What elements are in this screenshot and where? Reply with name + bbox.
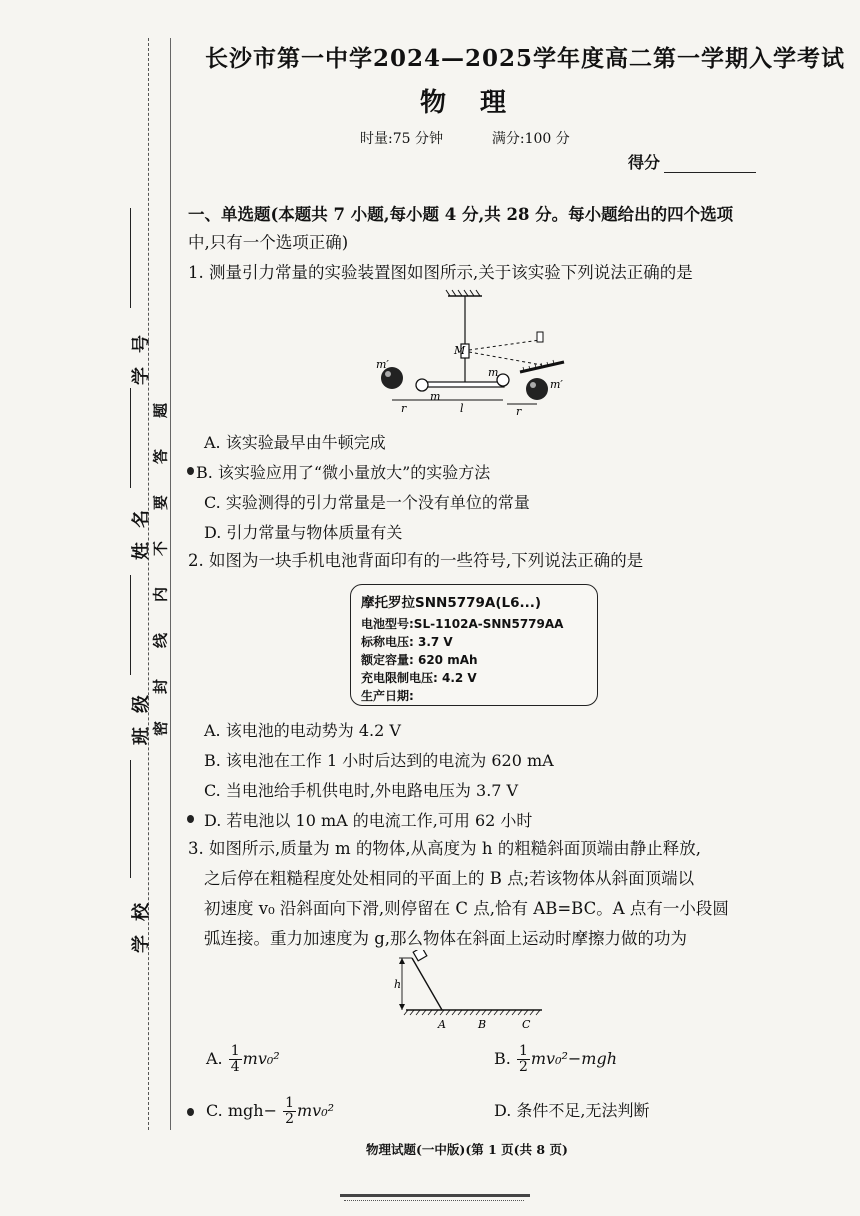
label-A: A xyxy=(438,1018,446,1031)
frac-num: 1 xyxy=(285,1095,294,1111)
label-r-left: r xyxy=(401,402,407,415)
frac-den: 4 xyxy=(230,1059,240,1075)
name-blank xyxy=(130,388,131,488)
battery-label-box xyxy=(350,584,598,706)
battery-model: 电池型号:SL-1102A-SNN5779AA xyxy=(361,617,564,631)
seal-char: 内 xyxy=(151,587,170,603)
label-C: C xyxy=(522,1018,531,1031)
label-h: h xyxy=(394,978,402,991)
q3-option-d[interactable]: D. 条件不足,无法判断 xyxy=(494,1101,650,1120)
q1-option-c[interactable]: C. 实验测得的引力常量是一个没有单位的常量 xyxy=(204,493,530,512)
label-mp-left: m′ xyxy=(376,358,389,371)
student-no-blank xyxy=(130,208,131,308)
q3-incline-figure xyxy=(392,950,552,1032)
label-l: l xyxy=(460,402,464,415)
q3-line-2: 之后停在粗糙程度处处相同的平面上的 B 点;若该物体从斜面顶端以 xyxy=(204,869,695,888)
scan-artifact xyxy=(340,1194,530,1197)
q3-option-c-tail: mv₀² xyxy=(296,1101,335,1120)
frac-num: 1 xyxy=(518,1043,528,1059)
q2-option-a[interactable]: A. 该电池的电动势为 4.2 V xyxy=(204,721,401,740)
fraction xyxy=(283,1096,296,1127)
seal-solid-line xyxy=(170,38,171,1130)
label-M: M xyxy=(454,344,466,357)
battery-brand: 摩托罗拉SNN5779A(L6...) xyxy=(361,595,542,611)
answer-mark-dot xyxy=(187,815,194,823)
q1-stem: 1. 测量引力常量的实验装置图如图所示,关于该实验下列说法正确的是 xyxy=(188,263,693,282)
section-heading-cont: 中,只有一个选项正确) xyxy=(188,233,349,252)
seal-char: 封 xyxy=(151,679,170,695)
class-blank xyxy=(130,575,131,675)
seal-char: 不 xyxy=(151,541,170,557)
school-blank xyxy=(130,760,131,878)
q2-option-b[interactable]: B. 该电池在工作 1 小时后达到的电流为 620 mA xyxy=(204,751,554,770)
battery-date: 生产日期: xyxy=(361,689,414,703)
q3-line-3: 初速度 v₀ 沿斜面向下滑,则停留在 C 点,恰有 AB=BC。A 点有一小段圆 xyxy=(204,899,729,918)
frac-den: 2 xyxy=(518,1059,528,1075)
exam-time: 时量:75 分钟 xyxy=(360,131,443,147)
q3-option-c-prefix: C. mgh− xyxy=(206,1101,277,1120)
frac-den: 2 xyxy=(285,1111,294,1127)
fraction xyxy=(229,1044,242,1075)
battery-capacity: 额定容量: 620 mAh xyxy=(361,653,478,667)
battery-charge-limit: 充电限制电压: 4.2 V xyxy=(361,671,477,685)
seal-char: 线 xyxy=(151,633,170,649)
label-r-right: r xyxy=(516,405,522,418)
label-m-right: m xyxy=(488,366,499,379)
q3-option-c[interactable] xyxy=(206,1096,334,1127)
section-heading: 一、单选题(本题共 7 小题,每小题 4 分,共 28 分。每小题给出的四个选项 xyxy=(188,205,734,224)
exam-title: 长沙市第一中学2024—2025学年度高二第一学期入学考试 xyxy=(205,45,846,72)
q1-option-d[interactable]: D. 引力常量与物体质量有关 xyxy=(204,523,403,542)
q1-option-b[interactable]: B. 该实验应用了“微小量放大”的实验方法 xyxy=(196,463,491,482)
subject-title: 物理 xyxy=(419,88,540,118)
label-mp-right: m′ xyxy=(550,378,563,391)
battery-voltage: 标称电压: 3.7 V xyxy=(361,635,453,649)
frac-num: 1 xyxy=(230,1043,240,1059)
q3-line-4: 弧连接。重力加速度为 g,那么物体在斜面上运动时摩擦力做的功为 xyxy=(204,929,688,948)
fraction xyxy=(517,1044,530,1075)
score-field xyxy=(628,150,756,173)
q3-option-a-tail: mv₀² xyxy=(242,1049,280,1068)
name-label: 姓名 xyxy=(131,496,152,560)
scan-artifact xyxy=(344,1200,524,1207)
seal-char: 要 xyxy=(151,495,170,511)
q3-option-b[interactable] xyxy=(494,1044,617,1075)
answer-mark-dot xyxy=(187,1108,194,1116)
student-no-label: 学号 xyxy=(131,321,152,385)
exam-full-score: 满分:100 分 xyxy=(491,131,570,147)
q3-option-b-prefix: B. xyxy=(494,1049,511,1068)
answer-mark-dot xyxy=(187,467,194,475)
seal-char: 答 xyxy=(151,449,170,465)
page-footer: 物理试题(一中版)(第 1 页(共 8 页) xyxy=(366,1142,568,1157)
seal-dashed-line xyxy=(148,38,149,1130)
label-m-left: m xyxy=(430,390,441,403)
school-label: 学校 xyxy=(131,889,152,953)
class-label: 班级 xyxy=(131,681,152,745)
score-blank xyxy=(664,158,756,173)
q3-option-b-tail: mv₀²−mgh xyxy=(530,1049,618,1068)
q2-option-d[interactable]: D. 若电池以 10 mA 的电流工作,可用 62 小时 xyxy=(204,811,533,830)
seal-char: 密 xyxy=(151,721,170,737)
seal-char: 题 xyxy=(151,403,170,419)
q3-line-1: 3. 如图所示,质量为 m 的物体,从高度为 h 的粗糙斜面顶端由静止释放, xyxy=(188,839,701,858)
q3-option-a[interactable] xyxy=(206,1044,280,1075)
score-label: 得分 xyxy=(628,153,661,172)
exam-meta xyxy=(360,128,570,148)
q1-option-a[interactable]: A. 该实验最早由牛顿完成 xyxy=(204,433,386,452)
q1-torsion-balance-figure xyxy=(370,288,580,418)
q3-option-a-prefix: A. xyxy=(206,1049,223,1068)
label-B: B xyxy=(478,1018,487,1031)
q2-stem: 2. 如图为一块手机电池背面印有的一些符号,下列说法正确的是 xyxy=(188,551,644,570)
q2-option-c[interactable]: C. 当电池给手机供电时,外电路电压为 3.7 V xyxy=(204,781,519,800)
